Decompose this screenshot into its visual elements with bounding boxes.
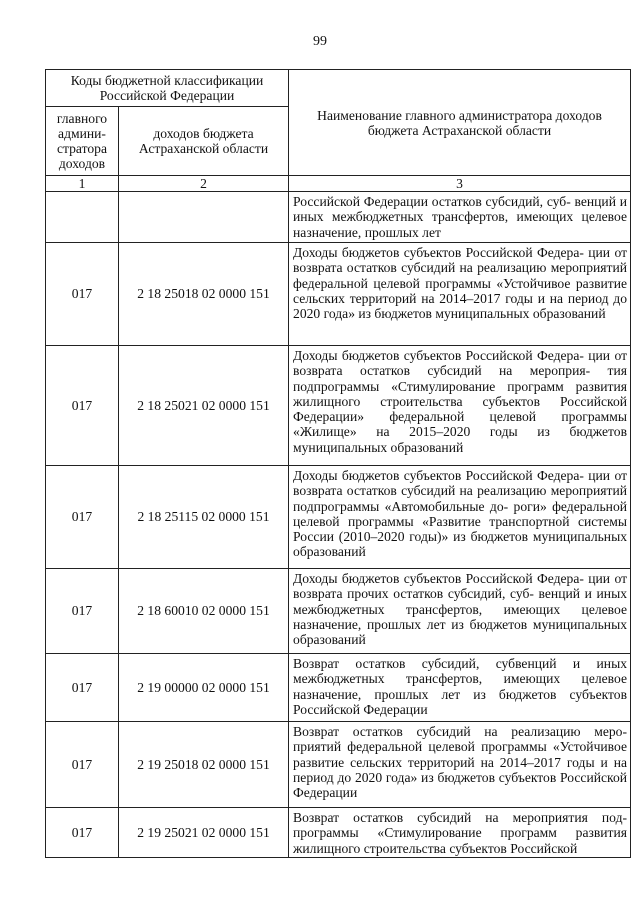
admin-code: 017	[46, 243, 119, 346]
revenue-description: Возврат остатков субсидий на реализацию меро- приятий федеральной целевой программы «Устойчивое развитие сельских территорий на 2014–2017 годы и на период до 2020 года» из бюджетов субъектов Российской Федерации	[289, 722, 631, 808]
table-row	[46, 192, 631, 243]
header-num1: 1	[46, 176, 119, 192]
revenue-code: 2 18 25115 02 0000 151	[119, 466, 289, 569]
revenue-code: 2 18 25021 02 0000 151	[119, 346, 289, 466]
header-group-title: Коды бюджетной классификации Российской Федерации	[46, 70, 289, 107]
table-row	[46, 466, 631, 569]
table-row	[46, 346, 631, 466]
admin-code: 017	[46, 346, 119, 466]
revenue-description: Возврат остатков субсидий, субвенций и иных межбюджетных трансфертов, имеющих целевое назначение, прошлых лет из бюджетов субъектов Российской Федерации	[289, 654, 631, 722]
revenue-description: Доходы бюджетов субъектов Российской Федера- ции от возврата остатков субсидий на реализацию мероприятий федеральной целевой программы «Устойчивое развитие сельских территорий на 2014–2017 годы и на период до 2020 года» из бюджетов муниципальных образований	[289, 243, 631, 346]
header-num2: 2	[119, 176, 289, 192]
admin-code: 017	[46, 569, 119, 654]
budget-classification-table	[45, 69, 631, 858]
header-col2: доходов бюджета Астраханской области	[119, 107, 289, 176]
revenue-description: Доходы бюджетов субъектов Российской Федера- ции от возврата остатков субсидий на реализацию мероприятий подпрограммы «Автомобильные до- роги» федеральной целевой программы «Развитие транспортной системы России (2010–2020 годы)» из бюджетов муниципальных образований	[289, 466, 631, 569]
admin-code	[46, 192, 119, 243]
header-col1: главного админи- стратора доходов	[46, 107, 119, 176]
table-row	[46, 722, 631, 808]
table-row	[46, 243, 631, 346]
revenue-description: Возврат остатков субсидий на мероприятия под- программы «Стимулирование программ развития жилищного строительства субъектов Российской	[289, 808, 631, 858]
revenue-code: 2 19 25021 02 0000 151	[119, 808, 289, 858]
table-row	[46, 654, 631, 722]
table-row	[46, 569, 631, 654]
page-number: 99	[313, 34, 327, 49]
header-col3: Наименование главного администратора доходов бюджета Астраханской области	[289, 70, 631, 176]
header-num3: 3	[289, 176, 631, 192]
table-row	[46, 808, 631, 858]
revenue-code	[119, 192, 289, 243]
admin-code: 017	[46, 808, 119, 858]
revenue-code: 2 18 60010 02 0000 151	[119, 569, 289, 654]
revenue-code: 2 18 25018 02 0000 151	[119, 243, 289, 346]
revenue-description: Доходы бюджетов субъектов Российской Федера- ции от возврата остатков субсидий на мероприя- тия подпрограммы «Стимулирование программ развития жилищного строительства субъектов Российской Федерации» федеральной целевой программы «Жилище» на 2015–2020 годы из бюджетов муниципальных образований	[289, 346, 631, 466]
admin-code: 017	[46, 466, 119, 569]
revenue-description: Российской Федерации остатков субсидий, суб- венций и иных межбюджетных трансфертов, имеющих целевое назначение, прошлых лет	[289, 192, 631, 243]
admin-code: 017	[46, 654, 119, 722]
admin-code: 017	[46, 722, 119, 808]
revenue-code: 2 19 25018 02 0000 151	[119, 722, 289, 808]
revenue-description: Доходы бюджетов субъектов Российской Федера- ции от возврата прочих остатков субсидий, суб- венций и иных межбюджетных трансфертов, имеющих целевое назначение, прошлых лет из бюджетов муниципальных образований	[289, 569, 631, 654]
revenue-code: 2 19 00000 02 0000 151	[119, 654, 289, 722]
